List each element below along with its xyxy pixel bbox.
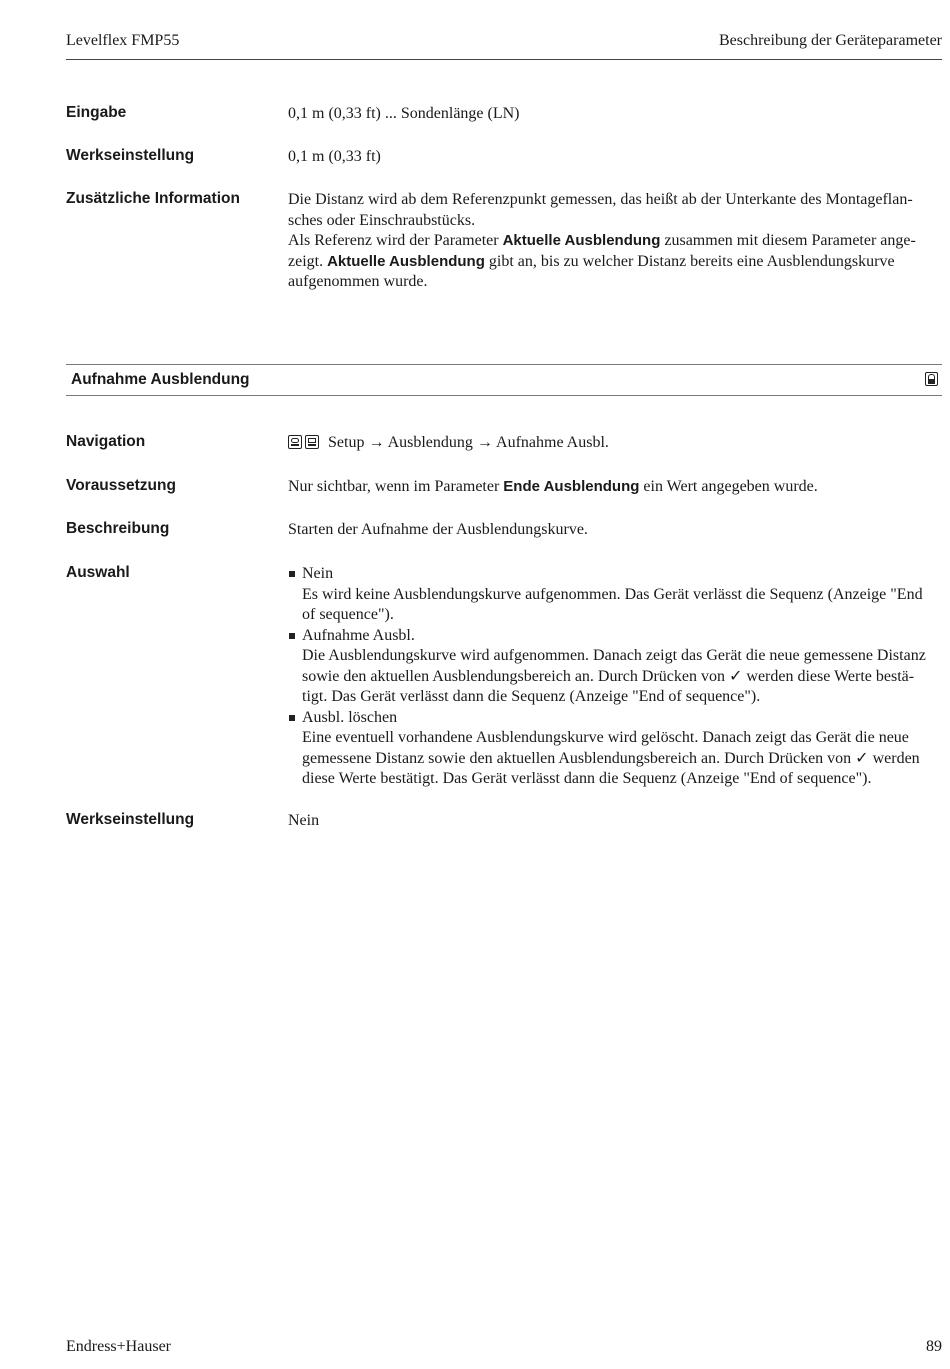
selection-label: Auswahl [66, 564, 130, 581]
prerequisite-label: Voraussetzung [66, 477, 176, 494]
bullet-icon [289, 633, 295, 639]
param-ref-bold: Aktuelle Ausblendung [502, 232, 661, 249]
header-product: Levelflex FMP55 [66, 32, 180, 49]
bullet-icon [289, 715, 295, 721]
option-description: Die Ausblendungskurve wird aufgenommen. Danach zeigt das Gerät die neue gemessene Distanz [302, 647, 926, 664]
navigation-value [288, 433, 943, 454]
page-number: 89 [926, 1338, 942, 1355]
description-label: Beschreibung [66, 520, 170, 537]
input-value: 0,1 m (0,33 ft) ... Sondenlänge (LN) [288, 105, 520, 122]
lock-icon [925, 372, 938, 386]
navigation-path: Setup → Ausblendung → Aufnahme Ausbl. [328, 434, 609, 451]
param-ref-bold: Ende Ausblendung [503, 478, 640, 495]
info-line: aufgenommen wurde. [288, 273, 428, 290]
option-description: Eine eventuell vorhandene Ausblendungskurve wird gelöscht. Danach zeigt das Gerät die neue [302, 729, 909, 746]
onsite-display-icon [288, 435, 302, 449]
info-line: Die Distanz wird ab dem Referenzpunkt gemessen, das heißt ab der Unterkante des Montageflan- [288, 191, 913, 208]
navigation-label: Navigation [66, 433, 146, 450]
param-ref-bold: Aktuelle Ausblendung [327, 252, 485, 270]
info-label: Zusätzliche Information [66, 190, 240, 207]
info-line: Als Referenz wird der Parameter Aktuelle Ausblendung zusammen mit diesem Parameter ange- [288, 232, 916, 249]
default-value: 0,1 m (0,33 ft) [288, 148, 381, 165]
input-label: Eingabe [66, 104, 127, 121]
prerequisite-value: Nur sichtbar, wenn im Parameter Ende Ausblendung ein Wert angegeben wurde. [288, 478, 818, 495]
selection-options [288, 564, 943, 790]
default-label: Werkseinstellung [66, 811, 195, 828]
list-item: Aufnahme Ausbl. [288, 626, 943, 647]
option-description: Es wird keine Ausblendungskurve aufgenommen. Das Gerät verlässt die Sequenz (Anzeige "End [302, 585, 923, 603]
bullet-icon [289, 571, 295, 577]
page-header [66, 32, 942, 60]
option-description: gemessene Distanz sowie den aktuellen Ausblendungsbereich an. Durch Drücken von ✓ werden [302, 749, 920, 767]
section-title: Aufnahme Ausblendung [71, 371, 250, 388]
option-description: tigt. Das Gerät verlässt dann die Sequenz (Anzeige "End of sequence"). [302, 688, 761, 705]
footer-brand: Endress+Hauser [66, 1338, 171, 1355]
header-chapter: Beschreibung der Geräteparameter [719, 32, 942, 49]
info-line: sches oder Einschraubstücks. [288, 211, 476, 229]
option-description: of sequence"). [302, 606, 394, 623]
description-value: Starten der Aufnahme der Ausblendungskurve. [288, 521, 588, 538]
list-item: Nein [288, 564, 943, 585]
option-description: diese Werte bestätigt. Das Gerät verlässt dann die Sequenz (Anzeige "End of sequence"). [302, 770, 872, 787]
option-description: sowie den aktuellen Ausblendungsbereich an. Durch Drücken von ✓ werden diese Werte bestä- [302, 667, 915, 685]
info-text [288, 190, 943, 293]
default-value: Nein [288, 812, 320, 829]
default-label: Werkseinstellung [66, 147, 195, 164]
section-heading [66, 364, 942, 396]
operating-tool-icon [305, 435, 319, 449]
info-line: zeigt. Aktuelle Ausblendung gibt an, bis zu welcher Distanz bereits eine Ausblendungskurve [288, 252, 895, 270]
list-item: Ausbl. löschen [288, 708, 943, 729]
